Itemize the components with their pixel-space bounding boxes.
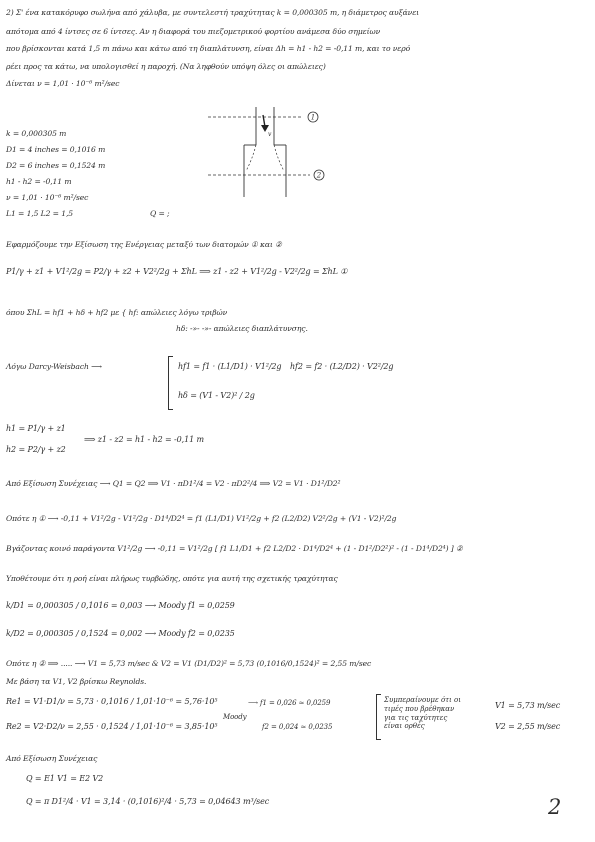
h-difference: ⟹ z1 - z2 = h1 - h2 = -0,11 m bbox=[84, 435, 205, 444]
conclusion-note: Συμπεραίνουμε ότι οι τιμές που βρέθηκαν για τις ταχύτητες είναι ορθές bbox=[384, 696, 461, 731]
problem-intro-line-1: 2) Σ' ένα κατακόρυφο σωλήνα από χάλυβα, με συντελεστή τραχύτητας k = 0,000305 m, η διάμετρος αυξάνει bbox=[6, 8, 420, 17]
moody-label: Moody bbox=[223, 713, 247, 721]
energy-intro: Εφαρμόζουμε την Εξίσωση της Ενέργειας μεταξύ των διατομών ① και ② bbox=[6, 240, 282, 249]
h2-definition: h2 = P2/γ + z2 bbox=[6, 445, 66, 454]
turbulent-assumption: Υποθέτουμε ότι η ροή είναι πλήρως τυρβώδης, οπότε για αυτή της σχετικής τραχύτητας bbox=[6, 574, 338, 583]
problem-intro-line-5: Δίνεται ν = 1,01 · 10⁻⁶ m²/sec bbox=[6, 79, 120, 88]
given-line-5: ν = 1,01 · 10⁻⁶ m²/sec bbox=[6, 193, 89, 202]
problem-intro-line-2: απότομα από 4 ίντσες σε 6 ίντσες. Αν η διαφορά του πιεζομετρικού φορτίου ανάμεσα δύο σημείων bbox=[6, 27, 381, 36]
darcy-hf1: hf1 = f1 · (L1/D1) · V1²/2g bbox=[178, 362, 282, 371]
v1-final: V1 = 5,73 m/sec bbox=[495, 701, 561, 710]
problem-intro-line-3: που βρίσκονται κατά 1,5 m πάνω και κάτω από τη διαπλάτυνση, είναι Δh = h1 - h2 = -0,11 m, και το νερό bbox=[6, 44, 411, 53]
moody-check-2: f2 = 0,024 ≃ 0,0235 bbox=[262, 723, 333, 731]
continuity-final-1: Q = E1 V1 = E2 V2 bbox=[26, 774, 104, 783]
given-line-3: D2 = 6 inches = 0,1524 m bbox=[6, 161, 106, 170]
flow-rate-result: Q = π D1²/4 · V1 = 3,14 · (0,1016)²/4 · 5,73 = 0,04643 m³/sec bbox=[26, 797, 270, 806]
darcy-label: Λόγω Darcy-Weisbach ⟶ bbox=[6, 362, 102, 371]
v2-final: V2 = 2,55 m/sec bbox=[495, 722, 561, 731]
reynolds-2: Re2 = V2·D2/ν = 2,55 · 0,1524 / 1,01·10⁻⁶ = 3,85·10⁵ bbox=[6, 722, 218, 731]
problem-intro-line-4: ρέει προς τα κάτω, να υπολογισθεί η παροχή. (Να ληφθούν υπόψη όλες οι απώλειες) bbox=[6, 62, 326, 71]
eq1-substitution: Οπότε η ① ⟶ -0,11 + V1²/2g - V1²/2g · D1⁴/D2⁴ = f1 (L1/D1) V1²/2g + f2 (L2/D2) V2²/2g + (V1 - V2)²/2g bbox=[6, 514, 397, 523]
figure-label-v: v bbox=[268, 131, 272, 138]
moody-check-1: ⟶ f1 = 0,026 ≃ 0,0259 bbox=[248, 699, 331, 707]
darcy-hd: hδ = (V1 - V2)² / 2g bbox=[178, 391, 255, 400]
darcy-hf2: hf2 = f2 · (L2/D2) · V2²/2g bbox=[290, 362, 394, 371]
figure-label-2: 2 bbox=[316, 171, 322, 180]
common-factor-equation: Βγάζοντας κοινό παράγοντα V1²/2g ⟶ -0,11 = V1²/2g [ f1 L1/D1 + f2 L2/D2 · D1⁴/D2⁴ + (1 - D1²/D2²)² - (1 - D1⁴/D2⁴) ] ② bbox=[6, 544, 463, 553]
given-line-1: k = 0,000305 m bbox=[6, 129, 67, 138]
page-number: 2 bbox=[548, 795, 562, 819]
losses-definition: όπου ΣhL = hf1 + hδ + hf2 με { hf: απώλειες λόγω τριβών bbox=[6, 308, 228, 317]
reynolds-intro: Με βάση τα V1, V2 βρίσκω Reynolds. bbox=[6, 677, 147, 686]
continuity-equation: Από Εξίσωση Συνέχειας ⟶ Q1 = Q2 ⟹ V1 · πD1²/4 = V2 · πD2²/4 ⟹ V2 = V1 · D1²/D2² bbox=[6, 479, 341, 488]
conclusion-bracket bbox=[376, 694, 381, 740]
relative-roughness-1: k/D1 = 0,000305 / 0,1016 = 0,003 ⟶ Moody f1 = 0,0259 bbox=[6, 601, 235, 610]
pipe-expansion-diagram bbox=[208, 105, 338, 205]
given-line-4: h1 - h2 = -0,11 m bbox=[6, 177, 72, 186]
figure-label-1: 1 bbox=[310, 113, 316, 122]
energy-equation: P1/γ + z1 + V1²/2g = P2/γ + z2 + V2²/2g + ΣhL ⟹ z1 - z2 + V1²/2g - V2²/2g = ΣhL ① bbox=[6, 267, 348, 276]
losses-definition-2: hδ: -»- -»- απώλειες διαπλάτυνσης. bbox=[176, 324, 308, 333]
given-line-2: D1 = 4 inches = 0,1016 m bbox=[6, 145, 106, 154]
velocity-solution: Οπότε η ② ⟹ ..... ⟶ V1 = 5,73 m/sec & V2 = V1 (D1/D2)² = 5,73 (0,1016/0,1524)² = 2,55 m/sec bbox=[6, 659, 372, 668]
given-line-6: L1 = 1,5 L2 = 1,5 bbox=[6, 209, 73, 218]
h1-definition: h1 = P1/γ + z1 bbox=[6, 424, 66, 433]
relative-roughness-2: k/D2 = 0,000305 / 0,1524 = 0,002 ⟶ Moody f2 = 0,0235 bbox=[6, 629, 235, 638]
reynolds-1: Re1 = V1·D1/ν = 5,73 · 0,1016 / 1,01·10⁻⁶ = 5,76·10⁵ bbox=[6, 697, 218, 706]
darcy-bracket bbox=[168, 356, 173, 410]
continuity-final-title: Από Εξίσωση Συνέχειας bbox=[6, 754, 98, 763]
given-line-7: Q = ; bbox=[150, 209, 170, 218]
